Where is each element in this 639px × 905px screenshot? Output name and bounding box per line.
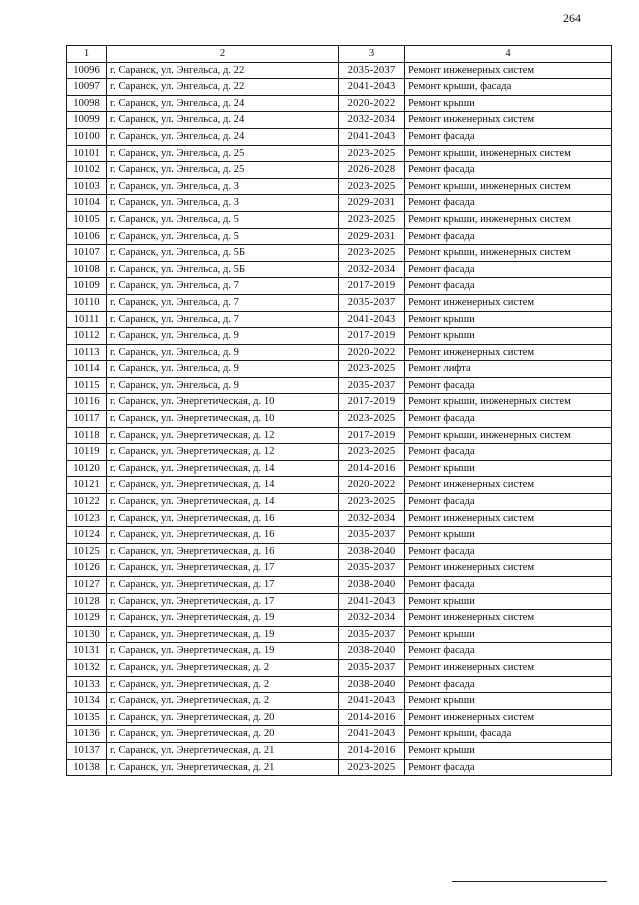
- period-cell: 2023-2025: [339, 211, 405, 228]
- row-number-cell: 10115: [67, 377, 107, 394]
- table-row: [67, 228, 612, 245]
- address-cell: г. Саранск, ул. Энергетическая, д. 12: [107, 427, 339, 444]
- table-row: [67, 742, 612, 759]
- period-cell: 2041-2043: [339, 693, 405, 710]
- work-type-cell: Ремонт фасада: [405, 543, 612, 560]
- work-type-cell: Ремонт крыши, инженерных систем: [405, 145, 612, 162]
- table-row: [67, 494, 612, 511]
- table-row: [67, 195, 612, 212]
- period-cell: 2041-2043: [339, 726, 405, 743]
- period-cell: 2014-2016: [339, 460, 405, 477]
- work-type-cell: Ремонт крыши: [405, 460, 612, 477]
- period-cell: 2023-2025: [339, 361, 405, 378]
- work-type-cell: Ремонт инженерных систем: [405, 112, 612, 129]
- work-type-cell: Ремонт фасада: [405, 278, 612, 295]
- table-row: [67, 460, 612, 477]
- period-cell: 2014-2016: [339, 742, 405, 759]
- row-number-cell: 10117: [67, 411, 107, 428]
- period-cell: 2023-2025: [339, 178, 405, 195]
- period-cell: 2029-2031: [339, 228, 405, 245]
- row-number-cell: 10099: [67, 112, 107, 129]
- address-cell: г. Саранск, ул. Энергетическая, д. 14: [107, 460, 339, 477]
- table-row: [67, 245, 612, 262]
- work-type-cell: Ремонт крыши: [405, 311, 612, 328]
- table-row: [67, 278, 612, 295]
- row-number-cell: 10113: [67, 344, 107, 361]
- address-cell: г. Саранск, ул. Энгельса, д. 7: [107, 311, 339, 328]
- work-type-cell: Ремонт лифта: [405, 361, 612, 378]
- row-number-cell: 10137: [67, 742, 107, 759]
- address-cell: г. Саранск, ул. Энгельса, д. 22: [107, 62, 339, 79]
- address-cell: г. Саранск, ул. Энергетическая, д. 19: [107, 626, 339, 643]
- work-type-cell: Ремонт инженерных систем: [405, 610, 612, 627]
- work-type-cell: Ремонт крыши: [405, 95, 612, 112]
- address-cell: г. Саранск, ул. Энгельса, д. 3: [107, 195, 339, 212]
- work-type-cell: Ремонт фасада: [405, 643, 612, 660]
- work-type-cell: Ремонт фасада: [405, 162, 612, 179]
- period-cell: 2041-2043: [339, 128, 405, 145]
- period-cell: 2035-2037: [339, 626, 405, 643]
- period-cell: 2035-2037: [339, 377, 405, 394]
- table-row: [67, 145, 612, 162]
- work-type-cell: Ремонт фасада: [405, 377, 612, 394]
- period-cell: 2032-2034: [339, 261, 405, 278]
- row-number-cell: 10130: [67, 626, 107, 643]
- row-number-cell: 10116: [67, 394, 107, 411]
- row-number-cell: 10112: [67, 328, 107, 345]
- address-cell: г. Саранск, ул. Энергетическая, д. 10: [107, 394, 339, 411]
- work-type-cell: Ремонт крыши: [405, 626, 612, 643]
- address-cell: г. Саранск, ул. Энгельса, д. 9: [107, 377, 339, 394]
- row-number-cell: 10096: [67, 62, 107, 79]
- work-type-cell: Ремонт фасада: [405, 228, 612, 245]
- address-cell: г. Саранск, ул. Энергетическая, д. 17: [107, 577, 339, 594]
- address-cell: г. Саранск, ул. Энергетическая, д. 20: [107, 709, 339, 726]
- address-cell: г. Саранск, ул. Энергетическая, д. 10: [107, 411, 339, 428]
- address-cell: г. Саранск, ул. Энергетическая, д. 16: [107, 510, 339, 527]
- row-number-cell: 10132: [67, 659, 107, 676]
- table-row: [67, 328, 612, 345]
- work-type-cell: Ремонт крыши: [405, 742, 612, 759]
- row-number-cell: 10110: [67, 294, 107, 311]
- period-cell: 2035-2037: [339, 560, 405, 577]
- row-number-cell: 10107: [67, 245, 107, 262]
- work-type-cell: Ремонт фасада: [405, 128, 612, 145]
- address-cell: г. Саранск, ул. Энгельса, д. 24: [107, 128, 339, 145]
- address-cell: г. Саранск, ул. Энергетическая, д. 20: [107, 726, 339, 743]
- table-row: [67, 361, 612, 378]
- address-cell: г. Саранск, ул. Энгельса, д. 25: [107, 162, 339, 179]
- work-type-cell: Ремонт крыши, инженерных систем: [405, 245, 612, 262]
- period-cell: 2023-2025: [339, 245, 405, 262]
- period-cell: 2020-2022: [339, 477, 405, 494]
- period-cell: 2041-2043: [339, 311, 405, 328]
- table-row: [67, 162, 612, 179]
- address-cell: г. Саранск, ул. Энергетическая, д. 17: [107, 593, 339, 610]
- work-type-cell: Ремонт инженерных систем: [405, 510, 612, 527]
- row-number-cell: 10120: [67, 460, 107, 477]
- work-type-cell: Ремонт крыши: [405, 527, 612, 544]
- table-row: [67, 311, 612, 328]
- table-row: [67, 510, 612, 527]
- footer-rule: [452, 881, 607, 882]
- table-row: [67, 128, 612, 145]
- work-type-cell: Ремонт инженерных систем: [405, 477, 612, 494]
- address-cell: г. Саранск, ул. Энергетическая, д. 2: [107, 693, 339, 710]
- row-number-cell: 10097: [67, 79, 107, 96]
- period-cell: 2038-2040: [339, 676, 405, 693]
- work-type-cell: Ремонт фасада: [405, 759, 612, 776]
- address-cell: г. Саранск, ул. Энергетическая, д. 19: [107, 610, 339, 627]
- work-type-cell: Ремонт крыши, фасада: [405, 79, 612, 96]
- period-cell: 2017-2019: [339, 427, 405, 444]
- work-type-cell: Ремонт крыши, фасада: [405, 726, 612, 743]
- row-number-cell: 10101: [67, 145, 107, 162]
- work-type-cell: Ремонт инженерных систем: [405, 709, 612, 726]
- address-cell: г. Саранск, ул. Энгельса, д. 5: [107, 211, 339, 228]
- address-cell: г. Саранск, ул. Энгельса, д. 24: [107, 95, 339, 112]
- column-header-period: 3: [339, 46, 405, 63]
- period-cell: 2026-2028: [339, 162, 405, 179]
- period-cell: 2017-2019: [339, 394, 405, 411]
- column-header-address: 2: [107, 46, 339, 63]
- work-type-cell: Ремонт фасада: [405, 195, 612, 212]
- address-cell: г. Саранск, ул. Энгельса, д. 5: [107, 228, 339, 245]
- row-number-cell: 10111: [67, 311, 107, 328]
- address-cell: г. Саранск, ул. Энгельса, д. 5Б: [107, 245, 339, 262]
- work-type-cell: Ремонт крыши: [405, 328, 612, 345]
- row-number-cell: 10131: [67, 643, 107, 660]
- table-row: [67, 726, 612, 743]
- address-cell: г. Саранск, ул. Энгельса, д. 9: [107, 328, 339, 345]
- work-type-cell: Ремонт инженерных систем: [405, 560, 612, 577]
- table-row: [67, 593, 612, 610]
- row-number-cell: 10100: [67, 128, 107, 145]
- row-number-cell: 10103: [67, 178, 107, 195]
- period-cell: 2023-2025: [339, 759, 405, 776]
- row-number-cell: 10125: [67, 543, 107, 560]
- work-type-cell: Ремонт крыши, инженерных систем: [405, 394, 612, 411]
- table-row: [67, 112, 612, 129]
- period-cell: 2035-2037: [339, 62, 405, 79]
- table-row: [67, 444, 612, 461]
- work-type-cell: Ремонт фасада: [405, 494, 612, 511]
- row-number-cell: 10105: [67, 211, 107, 228]
- table-row: [67, 759, 612, 776]
- row-number-cell: 10127: [67, 577, 107, 594]
- address-cell: г. Саранск, ул. Энергетическая, д. 14: [107, 494, 339, 511]
- work-type-cell: Ремонт крыши: [405, 593, 612, 610]
- address-cell: г. Саранск, ул. Энгельса, д. 22: [107, 79, 339, 96]
- work-type-cell: Ремонт инженерных систем: [405, 294, 612, 311]
- column-header-work-type: 4: [405, 46, 612, 63]
- table-row: [67, 211, 612, 228]
- work-type-cell: Ремонт фасада: [405, 444, 612, 461]
- row-number-cell: 10108: [67, 261, 107, 278]
- table-row: [67, 610, 612, 627]
- period-cell: 2032-2034: [339, 510, 405, 527]
- address-cell: г. Саранск, ул. Энгельса, д. 5Б: [107, 261, 339, 278]
- table-row: [67, 560, 612, 577]
- period-cell: 2032-2034: [339, 112, 405, 129]
- address-cell: г. Саранск, ул. Энгельса, д. 9: [107, 361, 339, 378]
- row-number-cell: 10106: [67, 228, 107, 245]
- row-number-cell: 10109: [67, 278, 107, 295]
- period-cell: 2023-2025: [339, 444, 405, 461]
- address-cell: г. Саранск, ул. Энергетическая, д. 14: [107, 477, 339, 494]
- table-row: [67, 261, 612, 278]
- table-row: [67, 643, 612, 660]
- row-number-cell: 10104: [67, 195, 107, 212]
- address-cell: г. Саранск, ул. Энергетическая, д. 2: [107, 659, 339, 676]
- address-cell: г. Саранск, ул. Энергетическая, д. 2: [107, 676, 339, 693]
- period-cell: 2038-2040: [339, 543, 405, 560]
- period-cell: 2017-2019: [339, 328, 405, 345]
- row-number-cell: 10133: [67, 676, 107, 693]
- period-cell: 2035-2037: [339, 294, 405, 311]
- row-number-cell: 10128: [67, 593, 107, 610]
- table-row: [67, 344, 612, 361]
- row-number-cell: 10123: [67, 510, 107, 527]
- table-row: [67, 394, 612, 411]
- row-number-cell: 10122: [67, 494, 107, 511]
- work-type-cell: Ремонт инженерных систем: [405, 659, 612, 676]
- address-cell: г. Саранск, ул. Энергетическая, д. 16: [107, 543, 339, 560]
- work-type-cell: Ремонт фасада: [405, 577, 612, 594]
- table-row: [67, 178, 612, 195]
- address-cell: г. Саранск, ул. Энгельса, д. 3: [107, 178, 339, 195]
- period-cell: 2038-2040: [339, 577, 405, 594]
- period-cell: 2029-2031: [339, 195, 405, 212]
- row-number-cell: 10138: [67, 759, 107, 776]
- table-row: [67, 79, 612, 96]
- period-cell: 2032-2034: [339, 610, 405, 627]
- work-type-cell: Ремонт фасада: [405, 411, 612, 428]
- column-header-number: 1: [67, 46, 107, 63]
- work-type-cell: Ремонт крыши, инженерных систем: [405, 211, 612, 228]
- table-row: [67, 427, 612, 444]
- address-cell: г. Саранск, ул. Энергетическая, д. 21: [107, 742, 339, 759]
- table-row: [67, 626, 612, 643]
- address-cell: г. Саранск, ул. Энгельса, д. 9: [107, 344, 339, 361]
- row-number-cell: 10098: [67, 95, 107, 112]
- period-cell: 2023-2025: [339, 494, 405, 511]
- table-header-row: [67, 46, 612, 63]
- period-cell: 2023-2025: [339, 145, 405, 162]
- table-row: [67, 543, 612, 560]
- work-type-cell: Ремонт крыши: [405, 693, 612, 710]
- period-cell: 2020-2022: [339, 95, 405, 112]
- period-cell: 2023-2025: [339, 411, 405, 428]
- row-number-cell: 10136: [67, 726, 107, 743]
- period-cell: 2035-2037: [339, 527, 405, 544]
- period-cell: 2038-2040: [339, 643, 405, 660]
- table-row: [67, 95, 612, 112]
- row-number-cell: 10114: [67, 361, 107, 378]
- period-cell: 2035-2037: [339, 659, 405, 676]
- row-number-cell: 10119: [67, 444, 107, 461]
- address-cell: г. Саранск, ул. Энергетическая, д. 21: [107, 759, 339, 776]
- period-cell: 2041-2043: [339, 79, 405, 96]
- row-number-cell: 10121: [67, 477, 107, 494]
- work-type-cell: Ремонт фасада: [405, 676, 612, 693]
- work-type-cell: Ремонт крыши, инженерных систем: [405, 178, 612, 195]
- address-cell: г. Саранск, ул. Энгельса, д. 24: [107, 112, 339, 129]
- address-cell: г. Саранск, ул. Энергетическая, д. 19: [107, 643, 339, 660]
- page-number: 264: [563, 11, 581, 25]
- work-type-cell: Ремонт фасада: [405, 261, 612, 278]
- table-row: [67, 377, 612, 394]
- row-number-cell: 10126: [67, 560, 107, 577]
- table-row: [67, 477, 612, 494]
- table-row: [67, 62, 612, 79]
- row-number-cell: 10124: [67, 527, 107, 544]
- address-cell: г. Саранск, ул. Энергетическая, д. 17: [107, 560, 339, 577]
- table-row: [67, 294, 612, 311]
- period-cell: 2017-2019: [339, 278, 405, 295]
- address-cell: г. Саранск, ул. Энгельса, д. 25: [107, 145, 339, 162]
- period-cell: 2020-2022: [339, 344, 405, 361]
- row-number-cell: 10129: [67, 610, 107, 627]
- period-cell: 2014-2016: [339, 709, 405, 726]
- row-number-cell: 10134: [67, 693, 107, 710]
- table-row: [67, 709, 612, 726]
- row-number-cell: 10135: [67, 709, 107, 726]
- table-body: [67, 62, 612, 776]
- row-number-cell: 10118: [67, 427, 107, 444]
- row-number-cell: 10102: [67, 162, 107, 179]
- period-cell: 2041-2043: [339, 593, 405, 610]
- address-cell: г. Саранск, ул. Энергетическая, д. 16: [107, 527, 339, 544]
- table-row: [67, 411, 612, 428]
- address-cell: г. Саранск, ул. Энгельса, д. 7: [107, 294, 339, 311]
- work-type-cell: Ремонт инженерных систем: [405, 344, 612, 361]
- table-row: [67, 527, 612, 544]
- table-row: [67, 577, 612, 594]
- table-row: [67, 659, 612, 676]
- address-cell: г. Саранск, ул. Энгельса, д. 7: [107, 278, 339, 295]
- address-cell: г. Саранск, ул. Энергетическая, д. 12: [107, 444, 339, 461]
- table-row: [67, 693, 612, 710]
- table-row: [67, 676, 612, 693]
- work-type-cell: Ремонт крыши, инженерных систем: [405, 427, 612, 444]
- repair-schedule-table: [66, 45, 612, 776]
- work-type-cell: Ремонт инженерных систем: [405, 62, 612, 79]
